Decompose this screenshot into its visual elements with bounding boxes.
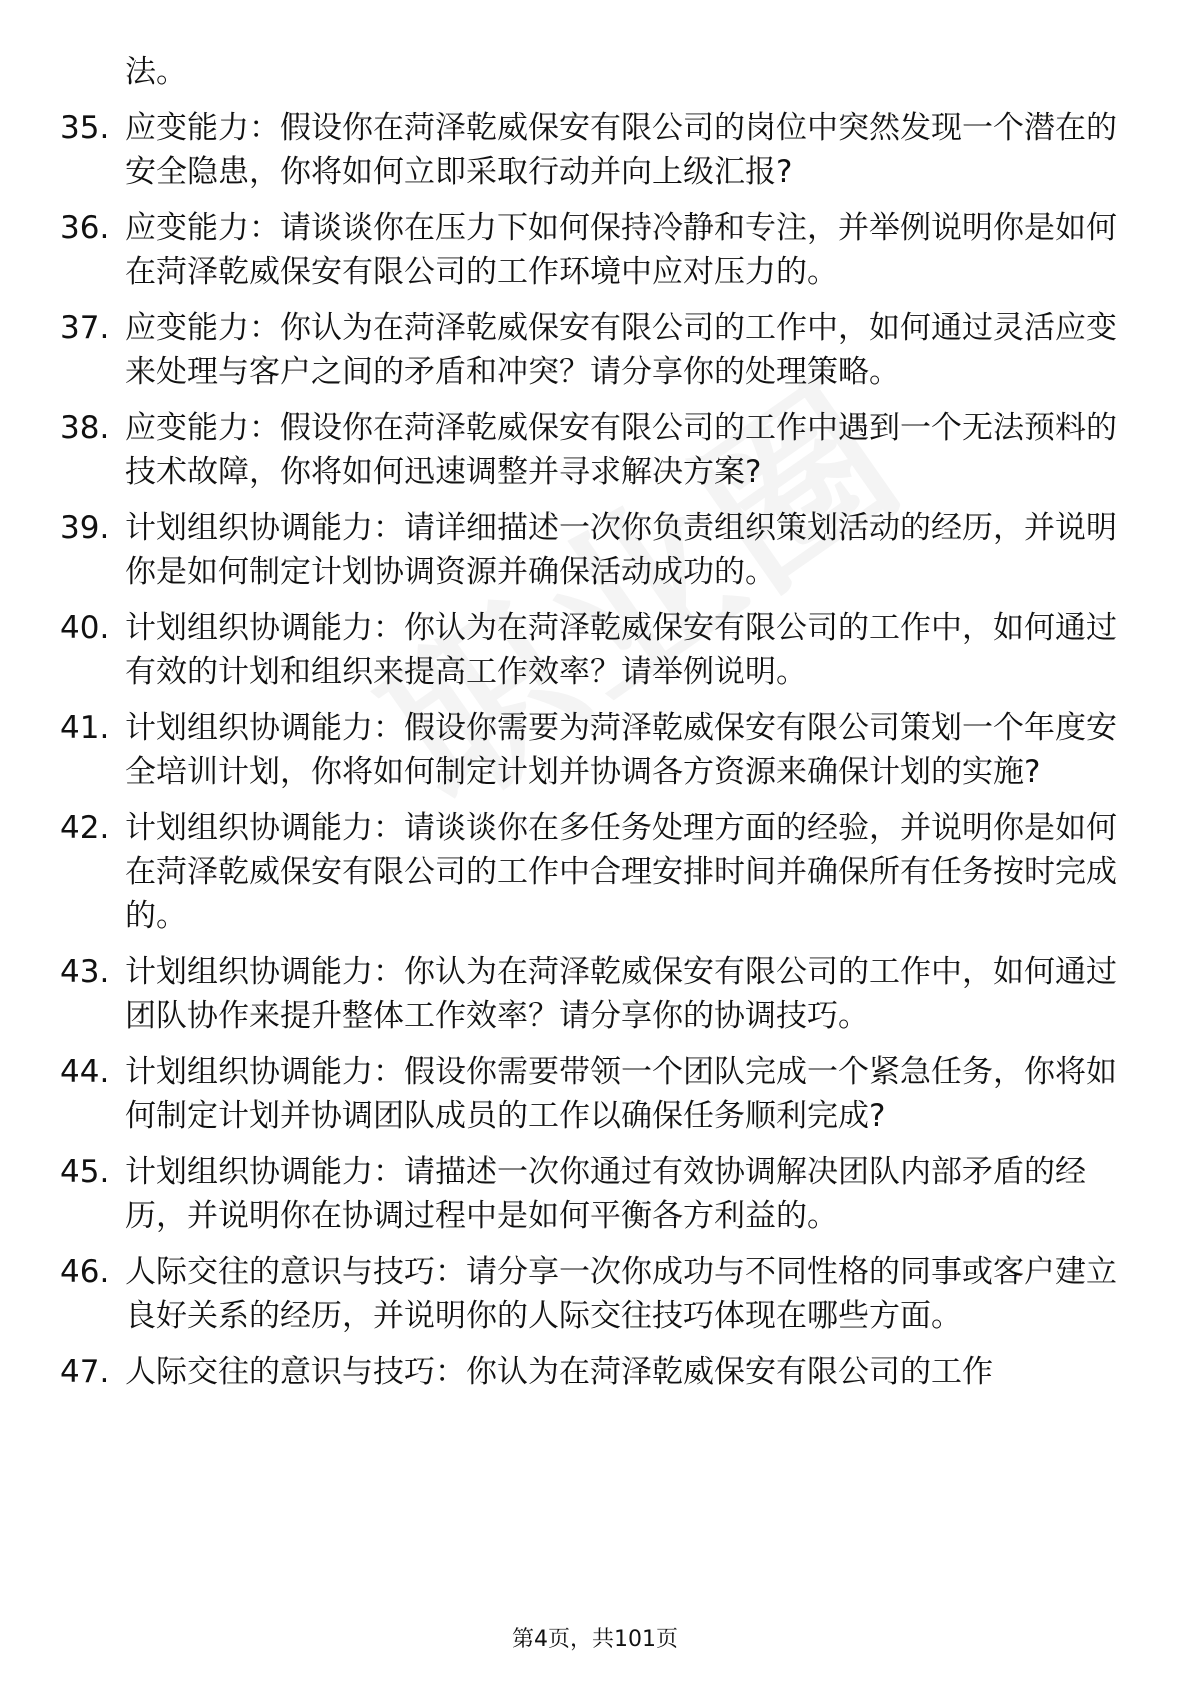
question-text: 计划组织协调能力：请详细描述一次你负责组织策划活动的经历，并说明你是如何制定计划协调资源并确保活动成功的。	[125, 510, 1117, 590]
list-item	[60, 806, 1120, 938]
question-number: 35.	[60, 110, 110, 146]
question-number: 47.	[60, 1354, 110, 1390]
question-number: 38.	[60, 410, 110, 446]
list-item	[60, 106, 1120, 194]
question-number: 36.	[60, 210, 110, 246]
list-item	[60, 706, 1120, 794]
question-text: 计划组织协调能力：假设你需要带领一个团队完成一个紧急任务，你将如何制定计划并协调团队成员的工作以确保任务顺利完成?	[125, 1054, 1117, 1134]
question-text: 人际交往的意识与技巧：请分享一次你成功与不同性格的同事或客户建立良好关系的经历，并说明你的人际交往技巧体现在哪些方面。	[125, 1254, 1117, 1334]
question-text: 计划组织协调能力：你认为在菏泽乾威保安有限公司的工作中，如何通过团队协作来提升整体工作效率？请分享你的协调技巧。	[125, 954, 1117, 1034]
list-item	[60, 1150, 1120, 1238]
question-text: 应变能力：假设你在菏泽乾威保安有限公司的岗位中突然发现一个潜在的安全隐患，你将如何立即采取行动并向上级汇报?	[125, 110, 1117, 190]
list-item	[60, 506, 1120, 594]
list-item	[60, 1250, 1120, 1338]
question-text: 计划组织协调能力：请谈谈你在多任务处理方面的经验，并说明你是如何在菏泽乾威保安有限公司的工作中合理安排时间并确保所有任务按时完成的。	[125, 810, 1117, 934]
question-text: 应变能力：请谈谈你在压力下如何保持冷静和专注，并举例说明你是如何在菏泽乾威保安有限公司的工作环境中应对压力的。	[125, 210, 1117, 290]
question-number: 39.	[60, 510, 110, 546]
question-number: 41.	[60, 710, 110, 746]
question-text: 应变能力：你认为在菏泽乾威保安有限公司的工作中，如何通过灵活应变来处理与客户之间的矛盾和冲突？请分享你的处理策略。	[125, 310, 1117, 390]
question-list	[60, 106, 1120, 1394]
question-text: 计划组织协调能力：假设你需要为菏泽乾威保安有限公司策划一个年度安全培训计划，你将如何制定计划并协调各方资源来确保计划的实施?	[125, 710, 1117, 790]
question-text: 计划组织协调能力：你认为在菏泽乾威保安有限公司的工作中，如何通过有效的计划和组织来提高工作效率？请举例说明。	[125, 610, 1117, 690]
content-area	[60, 50, 1120, 1406]
list-item	[60, 950, 1120, 1038]
question-number: 42.	[60, 810, 110, 846]
list-item	[60, 206, 1120, 294]
continuation-text: 法。	[125, 54, 187, 90]
question-text: 计划组织协调能力：请描述一次你通过有效协调解决团队内部矛盾的经历，并说明你在协调过程中是如何平衡各方利益的。	[125, 1154, 1086, 1234]
list-item	[60, 606, 1120, 694]
question-number: 44.	[60, 1054, 110, 1090]
question-number: 43.	[60, 954, 110, 990]
list-item	[60, 306, 1120, 394]
question-text: 人际交往的意识与技巧：你认为在菏泽乾威保安有限公司的工作	[125, 1354, 993, 1390]
question-text: 应变能力：假设你在菏泽乾威保安有限公司的工作中遇到一个无法预料的技术故障，你将如何迅速调整并寻求解决方案?	[125, 410, 1117, 490]
page-footer: 第4页，共101页	[512, 1627, 678, 1652]
question-number: 46.	[60, 1254, 110, 1290]
list-item	[60, 1050, 1120, 1138]
list-item	[60, 1350, 1120, 1394]
list-item	[60, 406, 1120, 494]
question-number: 45.	[60, 1154, 110, 1190]
question-number: 37.	[60, 310, 110, 346]
question-number: 40.	[60, 610, 110, 646]
